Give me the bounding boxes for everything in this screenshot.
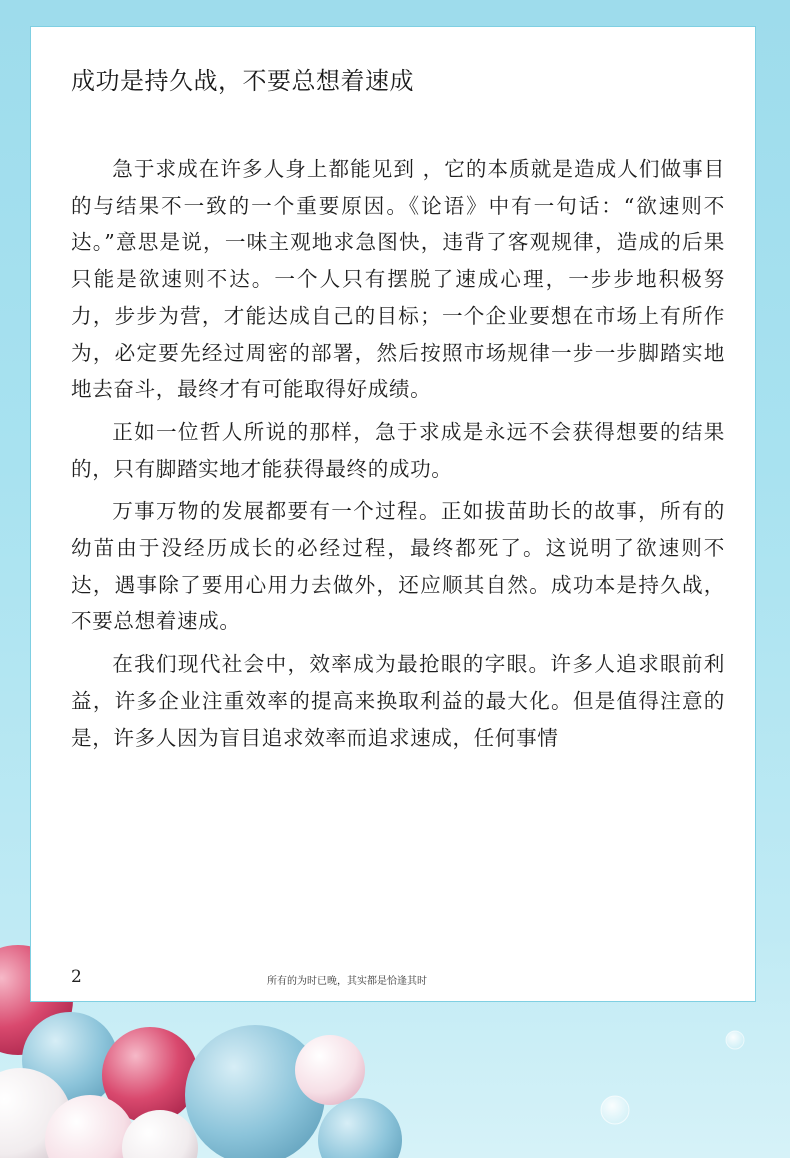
running-footer: 所有的为时已晚，其实都是恰逢其时: [267, 976, 427, 987]
body-text: [71, 151, 725, 756]
paragraph: 万事万物的发展都要有一个过程。正如拔苗助长的故事，所有的幼苗由于没经历成长的必经过程，最终都死了。这说明了欲速则不达，遇事除了要用心用力去做外，还应顺其自然。成功本是持久战，不要总想着速成。: [71, 499, 725, 634]
balloon-blue-right: [318, 1098, 402, 1158]
book-page: [30, 26, 756, 1002]
balloon-pale-right: [295, 1035, 365, 1105]
paragraph: 正如一位哲人所说的那样，急于求成是永远不会获得想要的结果的，只有脚踏实地才能获得最终的成功。: [71, 419, 725, 481]
bubble-right: [601, 1096, 629, 1124]
page-number: 2: [71, 967, 82, 987]
paragraph: 急于求成在许多人身上都能见到 ，它的本质就是造成人们做事目的与结果不一致的一个重要原因。《论语》中有一句话：“欲速则不达。”意思是说，一味主观地求急图快，违背了客观规律，造成的后果只能是欲速则不达。一个人只有摆脱了速成心理，一步步地积极努力，步步为营，才能达成自己的目标；一个企业要想在市场上有所作为，必定要先经过周密的部署，然后按照市场规律一步一步脚踏实地地去奋斗，最终才有可能取得好成绩。: [71, 157, 725, 402]
bubble-far-right: [726, 1031, 744, 1049]
chapter-title: 成功是持久战，不要总想着速成: [71, 67, 414, 95]
paragraph: 在我们现代社会中，效率成为最抢眼的字眼。许多人追求眼前利益，许多企业注重效率的提高来换取利益的最大化。但是值得注意的是，许多人因为盲目追求效率而追求速成，任何事情: [71, 652, 725, 750]
